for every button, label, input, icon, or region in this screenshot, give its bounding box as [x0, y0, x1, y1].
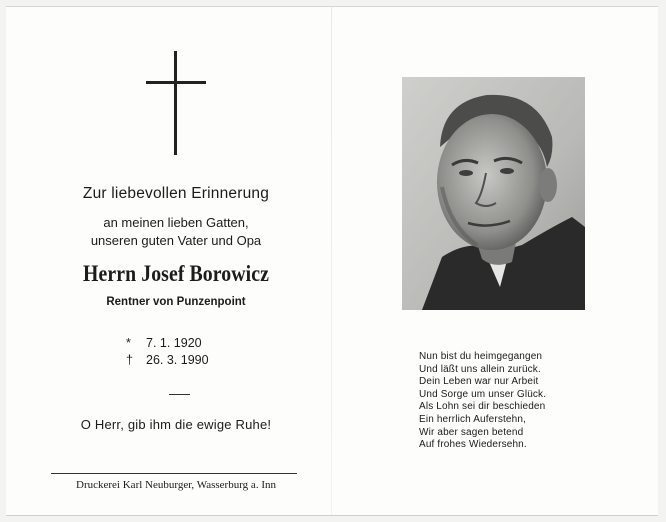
printer-credit: Druckerei Karl Neuburger, Wasserburg a. Inn: [76, 479, 276, 491]
portrait-photo: [402, 77, 585, 310]
poem-line: Wir aber sagen betend: [419, 426, 524, 438]
dedication-line-2: unseren guten Vater und Opa: [90, 233, 262, 248]
birth-date: 7. 1. 1920: [146, 336, 202, 350]
fold-line: [331, 7, 332, 515]
occupation: Rentner von Punzenpoint: [106, 296, 246, 308]
poem-line: Nun bist du heimgegangen: [419, 351, 543, 362]
cross-icon: [146, 51, 206, 155]
deceased-name: Herrn Josef Borowicz: [83, 261, 269, 286]
poem-line: Ein herrlich Auferstehn,: [419, 413, 526, 425]
dedication-line-1: an meinen lieben Gatten,: [103, 215, 249, 230]
death-symbol: †: [126, 353, 133, 367]
printer-rule: [51, 473, 297, 474]
birth-date-row: [126, 336, 266, 350]
death-date: 26. 3. 1990: [146, 353, 209, 367]
poem-line: Als Lohn sei dir beschieden: [419, 401, 546, 413]
prayer: O Herr, gib ihm die ewige Ruhe!: [80, 417, 272, 432]
poem-line: Und Sorge um unser Glück.: [419, 388, 547, 400]
poem-line: Dein Leben war nur Arbeit: [419, 376, 539, 388]
separator-dash: [169, 394, 190, 395]
heading: Zur liebevollen Erinnerung: [82, 185, 270, 202]
birth-symbol: *: [126, 336, 131, 350]
poem: [419, 351, 546, 452]
poem-line: Und läßt uns allein zurück.: [419, 363, 541, 375]
poem-line: Auf frohes Wiedersehn.: [419, 439, 527, 451]
death-date-row: [126, 353, 266, 367]
portrait-icon: [402, 77, 585, 310]
memorial-card: [6, 6, 658, 516]
